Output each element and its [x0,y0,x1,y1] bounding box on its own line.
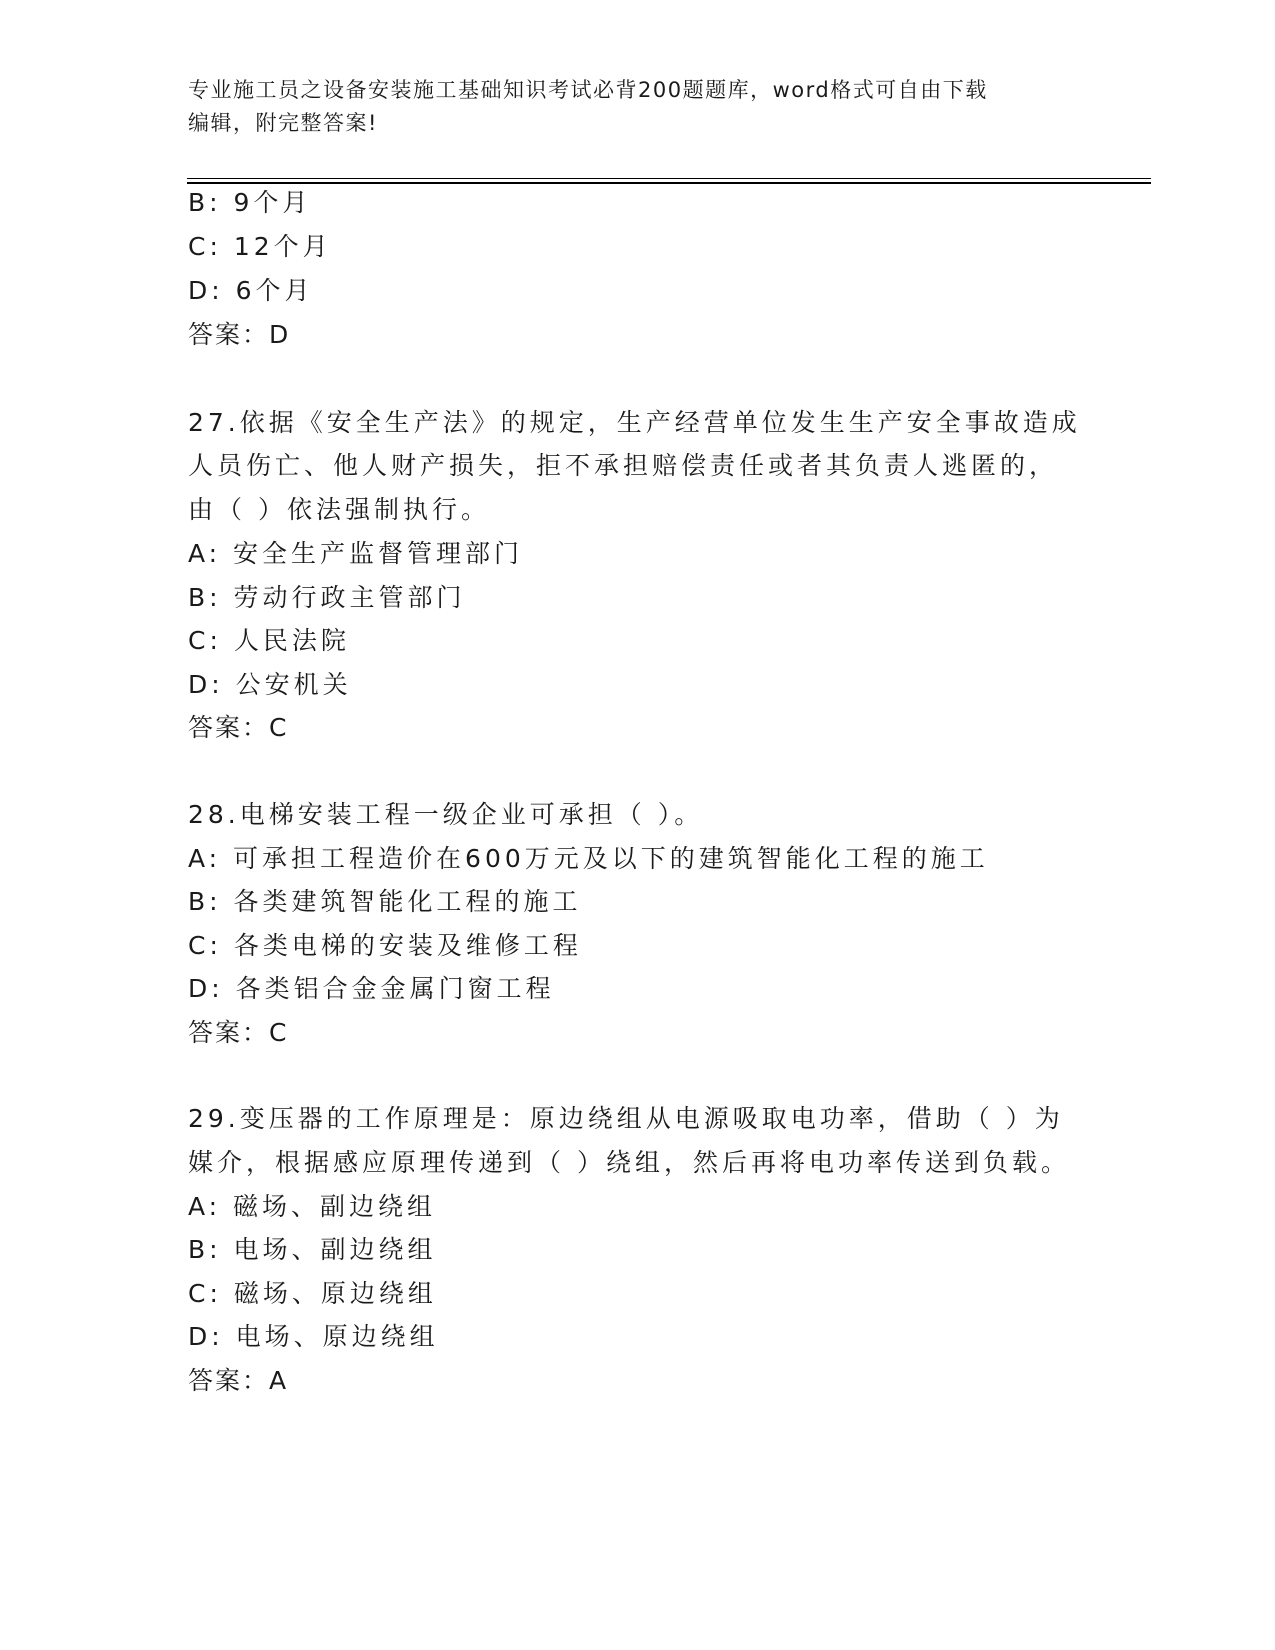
q27-option-a: A: 安全生产监督管理部门 [188,539,524,568]
header-divider-thin [187,178,1151,179]
q29-stem-line-1: 29.变压器的工作原理是：原边绕组从电源吸取电功率，借助（ ）为 [188,1104,1064,1133]
q29-option-b: B: 电场、副边绕组 [188,1235,437,1264]
q29-stem-line-2: 媒介，根据感应原理传递到（ ）绕组，然后再将电功率传送到负载。 [188,1148,1070,1177]
q27-stem-line-3: 由（ ）依法强制执行。 [188,495,490,524]
header-divider-thick [187,182,1151,184]
q27-option-c: C: 人民法院 [188,626,350,655]
q27-stem-line-1: 27.依据《安全生产法》的规定，生产经营单位发生生产安全事故造成 [188,408,1081,437]
q28-option-a: A: 可承担工程造价在600万元及以下的建筑智能化工程的施工 [188,844,989,873]
q26-option-b: B: 9个月 [188,188,312,217]
q27-answer: 答案：C [188,713,289,742]
q29-option-a: A: 磁场、副边绕组 [188,1192,437,1221]
q26-answer: 答案：D [188,320,291,349]
page-header [188,74,1088,140]
q28-stem-line-1: 28.电梯安装工程一级企业可承担（ ）。 [188,800,704,829]
q27-option-b: B: 劳动行政主管部门 [188,583,466,612]
q27-option-d: D: 公安机关 [188,670,352,699]
q29-answer: 答案：A [188,1366,289,1395]
q28-option-b: B: 各类建筑智能化工程的施工 [188,887,582,916]
q28-option-d: D: 各类铝合金金属门窗工程 [188,974,555,1003]
q28-option-c: C: 各类电梯的安装及维修工程 [188,931,582,960]
q26-option-c: C: 12个月 [188,232,332,261]
q29-option-c: C: 磁场、原边绕组 [188,1279,437,1308]
q28-answer: 答案：C [188,1018,289,1047]
q26-option-d: D: 6个月 [188,276,314,305]
header-title-line-1: 专业施工员之设备安装施工基础知识考试必背200题题库，word格式可自由下载 [188,78,988,102]
q27-stem-line-2: 人员伤亡、他人财产损失，拒不承担赔偿责任或者其负责人逃匿的， [188,451,1059,480]
q29-option-d: D: 电场、原边绕组 [188,1322,439,1351]
header-title-line-2: 编辑，附完整答案! [188,111,378,135]
